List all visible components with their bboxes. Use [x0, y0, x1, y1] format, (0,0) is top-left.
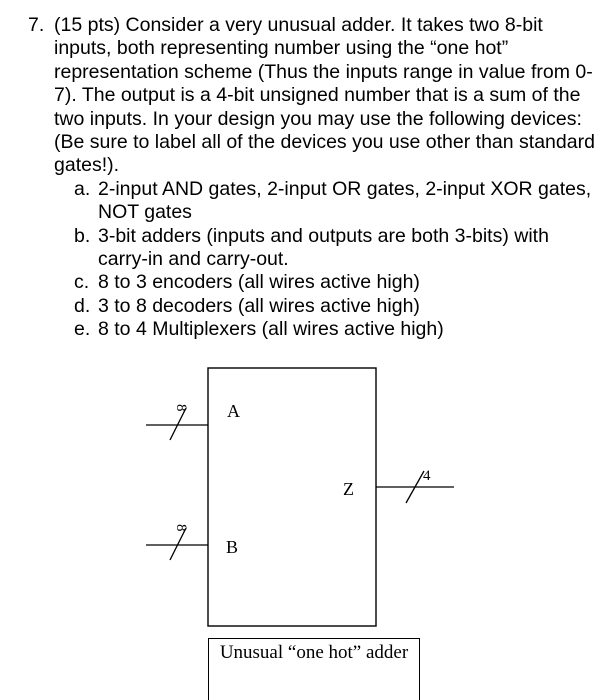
output-z-width: 4	[423, 468, 431, 484]
problem-text: (15 pts) Consider a very unusual adder. It takes two 8-bit inputs, both representing number using the “one hot” representation scheme (Thus the inputs range in value from 0-7). The output is a 4-bit unsigned number that is a sum of the two inputs. In your design you may use the following devices: (Be sure to label all of the devices you use other than standard gates!).	[54, 14, 595, 177]
input-a-bus-slash	[170, 408, 186, 440]
device-option-b: b. 3-bit adders (inputs and outputs are both 3-bits) with carry-in and carry-out.	[74, 224, 549, 271]
device-option-d: d. 3 to 8 decoders (all wires active high)	[74, 294, 420, 317]
problem-number: 7.	[28, 14, 45, 36]
diagram-caption: Unusual “one hot” adder	[208, 638, 420, 700]
device-option-c: c. 8 to 3 encoders (all wires active high)	[74, 271, 420, 294]
input-b-bus-slash	[170, 528, 186, 560]
input-a-label: A	[227, 401, 240, 421]
device-option-e: e. 8 to 4 Multiplexers (all wires active high)	[74, 318, 444, 341]
input-a-width: 8	[173, 404, 189, 412]
input-b-width: 8	[173, 524, 189, 532]
output-z-label: Z	[343, 479, 354, 499]
input-b-label: B	[226, 537, 239, 557]
device-option-a: a. 2-input AND gates, 2-input OR gates, 2-input XOR gates, NOT gates	[74, 177, 592, 224]
